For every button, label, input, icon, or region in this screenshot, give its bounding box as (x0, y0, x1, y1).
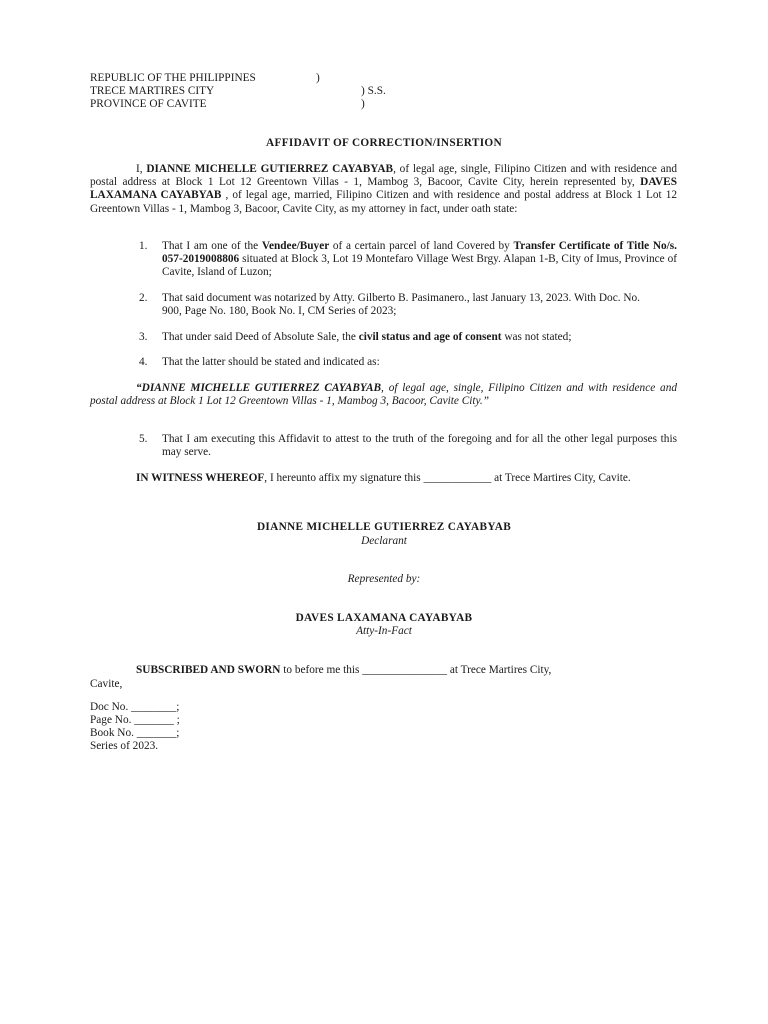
item-2-text: That said document was notarized by Atty. Gilberto B. Pasimanero., last January 13, 2023. With Doc. No. 900, Page No. 180, Book No. I, CM Series of 2023; (162, 292, 641, 318)
attorney-name: DAVES LAXAMANA CAYABYAB (295, 612, 473, 624)
quote-declarant-name: DIANNE MICHELLE GUTIERREZ CAYABYAB (141, 382, 382, 394)
attorney-role: Atty-In-Fact (356, 625, 412, 637)
caption-republic: REPUBLIC OF THE PHILIPPINES (90, 72, 256, 84)
represented-by: Represented by: (347, 573, 421, 585)
declarant-name: DIANNE MICHELLE GUTIERREZ CAYABYAB (256, 521, 512, 533)
intro-paragraph (90, 163, 677, 216)
witness-lead: IN WITNESS WHEREOF (136, 472, 265, 484)
intro-attorney-name: DAVES LAXAMANA CAYABYAB (90, 176, 677, 202)
item-4-number: 4. (139, 356, 148, 368)
item-1-part-a: That I am one of the (162, 240, 262, 252)
item-1-vendee: Vendee/Buyer (261, 240, 330, 252)
quote-open-mark: “ (136, 382, 142, 394)
correction-quote (90, 382, 677, 408)
quote-text: , of legal age, single, Filipino Citizen and with residence and postal address at Block 1 Lot 12 Greentown Villas - 1, Mambog 3, Bacoor, Cavite City.” (90, 382, 677, 408)
jurat-lead: SUBSCRIBED AND SWORN (136, 664, 281, 676)
item-1-title-number: Transfer Certificate of Title No/s. 057-2019008806 (162, 240, 678, 266)
notary-doc-no: Doc No. ________; (90, 701, 180, 713)
caption-province: PROVINCE OF CAVITE (90, 98, 207, 110)
declarant-role: Declarant (361, 535, 407, 547)
item-3-part-c: was not stated; (501, 331, 572, 343)
item-5-text: That I am executing this Affidavit to attest to the truth of the foregoing and for all the other legal purposes this may serve. (162, 433, 677, 459)
jurat-place: Cavite, (90, 678, 123, 690)
caption-ss: ) S.S. (361, 85, 386, 97)
notary-page-no: Page No. _______ ; (90, 714, 180, 726)
item-1-part-e: situated at Block 3, Lot 19 Montefaro Village West Brgy. Alapan 1-B, City of Imus, Province of Cavite, Island of Luzon; (162, 253, 677, 279)
item-3-part-a: That under said Deed of Absolute Sale, the (162, 331, 359, 343)
intro-text-2: , of legal age, single, Filipino Citizen and with residence and postal address at Block 1 Lot 12 Greentown Villas - 1, Mambog 3, Bacoor, Cavite City, herein represented by, (90, 163, 677, 189)
caption-city: TRECE MARTIRES CITY (90, 85, 215, 97)
item-1-number: 1. (139, 240, 148, 252)
witness-paragraph (90, 472, 677, 485)
notary-book-no: Book No. _______; (90, 727, 180, 739)
jurat-text: to before me this _______________ at Trece Martires City, (280, 664, 552, 676)
item-1-part-c: of a certain parcel of land Covered by (329, 240, 514, 252)
jurat-line (136, 664, 551, 676)
witness-text: , I hereunto affix my signature this ____________ at Trece Martires City, Cavite. (264, 472, 631, 484)
document-title: AFFIDAVIT OF CORRECTION/INSERTION (266, 137, 502, 149)
caption-bracket-3: ) (361, 98, 365, 110)
intro-text-1: I, (136, 163, 147, 175)
item-3-number: 3. (139, 331, 148, 343)
item-2-number: 2. (139, 292, 148, 304)
item-5-number: 5. (139, 433, 148, 445)
item-3-civil-status: civil status and age of consent (358, 331, 502, 343)
item-4-text: That the latter should be stated and indicated as: (162, 356, 380, 368)
notary-series: Series of 2023. (90, 740, 159, 752)
item-3-text (162, 331, 677, 344)
intro-text-3: , of legal age, married, Filipino Citizen and with residence and postal address at Block 1 Lot 12 Greentown Villas - 1, Mambog 3, Bacoor, Cavite City, as my attorney in fact, under oath state: (90, 189, 677, 215)
intro-declarant-name: DIANNE MICHELLE GUTIERREZ CAYABYAB (146, 163, 394, 175)
item-1-text (162, 240, 677, 280)
caption-bracket-1: ) (316, 72, 320, 84)
